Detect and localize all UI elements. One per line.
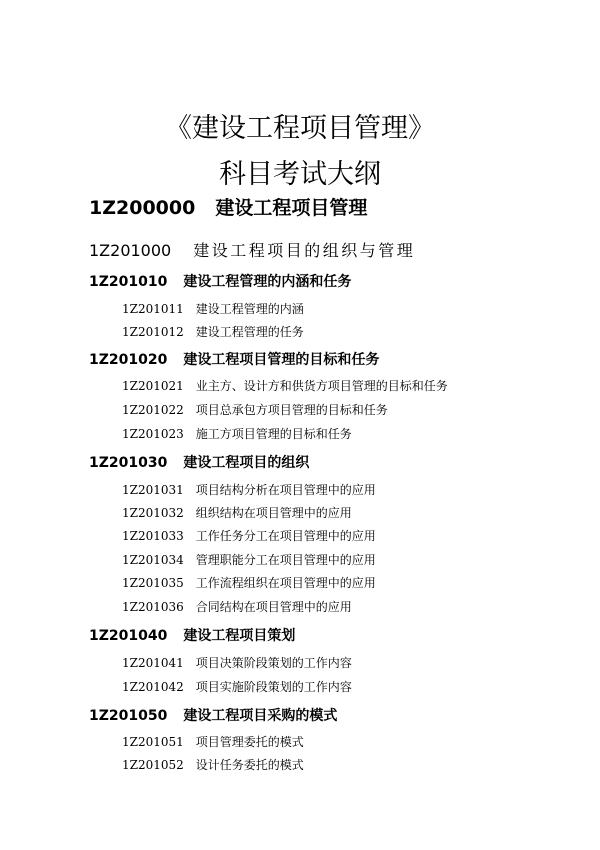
item-text: 工作流程组织在项目管理中的应用 xyxy=(195,576,376,590)
section-heading xyxy=(89,625,295,645)
item-code: 1Z201022 xyxy=(122,403,184,417)
item-code: 1Z201051 xyxy=(122,735,184,749)
section-heading xyxy=(89,452,309,472)
level2-heading xyxy=(89,238,415,261)
item-text: 建设工程管理的任务 xyxy=(195,325,304,339)
level1-text: 建设工程项目管理 xyxy=(215,197,368,219)
item-text: 合同结构在项目管理中的应用 xyxy=(195,600,352,614)
item-code: 1Z201034 xyxy=(122,553,184,567)
item-code: 1Z201011 xyxy=(122,302,184,316)
section-code: 1Z201010 xyxy=(89,274,168,290)
outline-item xyxy=(122,377,448,394)
item-code: 1Z201021 xyxy=(122,379,184,393)
document-title: 《建设工程项目管理》 xyxy=(165,113,435,144)
outline-item xyxy=(122,401,388,418)
item-text: 项目结构分析在项目管理中的应用 xyxy=(195,483,376,497)
outline-item xyxy=(122,300,304,317)
section-title: 建设工程管理的内涵和任务 xyxy=(183,274,352,290)
section-heading xyxy=(89,705,337,725)
item-text: 项目实施阶段策划的工作内容 xyxy=(195,680,352,694)
outline-item xyxy=(122,323,304,340)
outline-item xyxy=(122,425,352,442)
item-code: 1Z201041 xyxy=(122,656,184,670)
item-text: 设计任务委托的模式 xyxy=(195,758,304,772)
level2-code: 1Z201000 xyxy=(89,241,172,260)
item-text: 建设工程管理的内涵 xyxy=(195,302,304,316)
outline-item xyxy=(122,504,352,521)
outline-item xyxy=(122,551,376,568)
item-code: 1Z201035 xyxy=(122,576,184,590)
section-title: 建设工程项目采购的模式 xyxy=(183,708,338,724)
level2-text: 建设工程项目的组织与管理 xyxy=(193,241,416,260)
section-heading xyxy=(89,271,351,291)
level1-code: 1Z200000 xyxy=(89,197,196,219)
section-title: 建设工程项目策划 xyxy=(183,628,296,644)
item-code: 1Z201032 xyxy=(122,506,184,520)
outline-item xyxy=(122,527,376,544)
item-text: 业主方、设计方和供货方项目管理的目标和任务 xyxy=(195,379,448,393)
section-code: 1Z201020 xyxy=(89,352,168,368)
item-code: 1Z201031 xyxy=(122,483,184,497)
section-code: 1Z201050 xyxy=(89,708,168,724)
item-code: 1Z201036 xyxy=(122,600,184,614)
item-text: 项目总承包方项目管理的目标和任务 xyxy=(195,403,388,417)
section-code: 1Z201030 xyxy=(89,455,168,471)
item-code: 1Z201033 xyxy=(122,529,184,543)
item-text: 组织结构在项目管理中的应用 xyxy=(195,506,352,520)
outline-item xyxy=(122,481,376,498)
section-title: 建设工程项目的组织 xyxy=(183,455,310,471)
section-code: 1Z201040 xyxy=(89,628,168,644)
outline-item xyxy=(122,598,352,615)
item-text: 管理职能分工在项目管理中的应用 xyxy=(195,553,376,567)
item-code: 1Z201052 xyxy=(122,758,184,772)
item-code: 1Z201012 xyxy=(122,325,184,339)
item-code: 1Z201023 xyxy=(122,427,184,441)
outline-item xyxy=(122,678,352,695)
item-code: 1Z201042 xyxy=(122,680,184,694)
section-title: 建设工程项目管理的目标和任务 xyxy=(183,352,380,368)
outline-item xyxy=(122,756,304,773)
outline-item xyxy=(122,654,352,671)
item-text: 施工方项目管理的目标和任务 xyxy=(195,427,352,441)
level1-heading xyxy=(89,193,367,220)
document-subtitle: 科目考试大纲 xyxy=(219,159,381,190)
item-text: 项目决策阶段策划的工作内容 xyxy=(195,656,352,670)
section-heading xyxy=(89,349,379,369)
outline-item xyxy=(122,574,376,591)
outline-item xyxy=(122,733,304,750)
item-text: 工作任务分工在项目管理中的应用 xyxy=(195,529,376,543)
item-text: 项目管理委托的模式 xyxy=(195,735,304,749)
